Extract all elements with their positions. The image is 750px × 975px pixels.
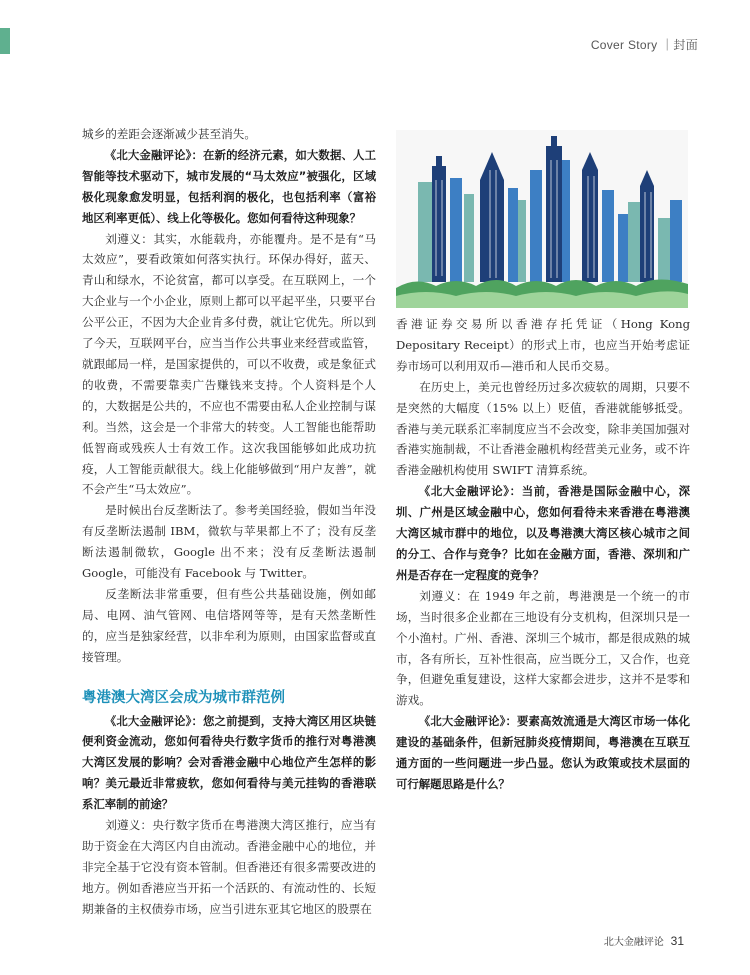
paragraph: 城乡的差距会逐渐减少甚至消失。 bbox=[82, 127, 256, 141]
interview-answer: 刘遵义：在 1949 年之前，粤港澳是一个统一的市场，当时很多企业都在三地设有分支机构，但深圳只是一个小渔村。广州、香港、深圳三个城市，都是很成熟的城市，各有所长，互补性很高，应当既分工，又合作，也竞争，但避免重复建设，这样大家都会进步，这并不是零和游戏。 bbox=[396, 588, 690, 708]
left-column bbox=[82, 124, 376, 920]
paragraph: 反垄断法非常重要，但有些公共基础设施，例如邮局、电网、油气管网、电信塔网等等，是有天然垄断性的，应当是独家经营，以非牟利为原则，由国家监督或直接管理。 bbox=[82, 586, 376, 664]
city-skyline-illustration bbox=[396, 130, 688, 308]
journal-name: 北大金融评论 bbox=[603, 937, 664, 948]
section-heading: 粤港澳大湾区会成为城市群范例 bbox=[82, 689, 285, 706]
section-color-tab bbox=[0, 28, 10, 54]
running-head: Cover Story ｜封面 bbox=[590, 38, 698, 52]
interview-question: 《北大金融评论》：当前，香港是国际金融中心，深圳、广州是区域金融中心，您如何看待未来香港在粤港澳大湾区城市群中的地位，以及粤港澳大湾区核心城市之间的分工、合作与竞争？比如在金融方面，香港、深圳和广州是否存在一定程度的竞争？ bbox=[396, 484, 690, 582]
interview-question: 《北大金融评论》：要素高效流通是大湾区市场一体化建设的基础条件，但新冠肺炎疫情期间，粤港澳在互联互通方面的一些问题进一步凸显。您认为政策或技术层面的可行解题思路是什么？ bbox=[396, 714, 690, 791]
page-footer bbox=[604, 933, 684, 948]
interview-question: 《北大金融评论》：在新的经济元素，如大数据、人工智能等技术驱动下，城市发展的“马太效应”被强化，区域极化现象愈发明显，包括利润的极化，也包括利率（富裕地区利率更低）、线上化等极化。您如何看待这种现象？ bbox=[82, 147, 376, 225]
paragraph: 在历史上，美元也曾经历过多次疲软的周期，只要不是突然的大幅度（15% 以上）贬值，香港就能够抵受。香港与美元联系汇率制度应当不会改变，除非美国加强对香港实施制裁，不让香港金融机构经营美元业务，或不许香港金融机构使用 SWIFT 清算系统。 bbox=[396, 379, 690, 478]
interview-answer: 刘遵义：其实，水能载舟，亦能覆舟。是不是有“马太效应”，要看政策如何落实执行。环保办得好，蓝天、青山和绿水，不论贫富，都可以享受。在互联网上，一个大企业与一个小企业，原则上都可以平起平坐，只要平台公平公正，不因为大企业肯多付费，就让它优先。所以到了今天，互联网平台，应当当作公共事业来经营或监管，就跟邮局一样，是国家提供的，可以不收费，或是象征式的收费，不需要靠卖广告赚钱来支持。个人资料是个人的，大数据是公共的，不应也不需要由私人企业控制与谋利。当然，这会是一个非常大的转变。人工智能也能帮助低智商或残疾人士有效工作。这次我国能够如此成功抗疫，人工智能贡献很大。线上化能够做到“用户友善”，就不会产生“马太效应”。 bbox=[82, 231, 376, 497]
paragraph: 香港证券交易所以香港存托凭证（Hong Kong Depositary Receipt）的形式上市，也应当开始考虑证券市场可以利用双币—港币和人民币交易。 bbox=[396, 317, 690, 373]
interview-question: 《北大金融评论》：您之前提到，支持大湾区用区块链便利资金流动，您如何看待央行数字货币的推行对粤港澳大湾区发展的影响？会对香港金融中心地位产生怎样的影响？美元最近非常疲软，您如何看待与美元挂钩的香港联系汇率制的前途？ bbox=[82, 713, 376, 812]
page-number: 31 bbox=[670, 934, 684, 948]
paragraph: 是时候出台反垄断法了。参考美国经验，假如当年没有反垄断法遏制 IBM，微软与苹果都上不了；没有反垄断法遏制微软，Google 出不来；没有反垄断法遏制 Google，可能没有 Facebook 与 Twitter。 bbox=[82, 503, 376, 581]
right-column bbox=[396, 314, 690, 795]
interview-answer: 刘遵义：央行数字货币在粤港澳大湾区推行，应当有助于资金在大湾区内自由流动。香港金融中心的地位，并非完全基于它没有资本管制。但香港还有很多需要改进的地方。例如香港应当开拓一个活跃的、有流动性的、长短期兼备的主权债券市场，应当引进东亚其它地区的股票在 bbox=[82, 818, 376, 916]
